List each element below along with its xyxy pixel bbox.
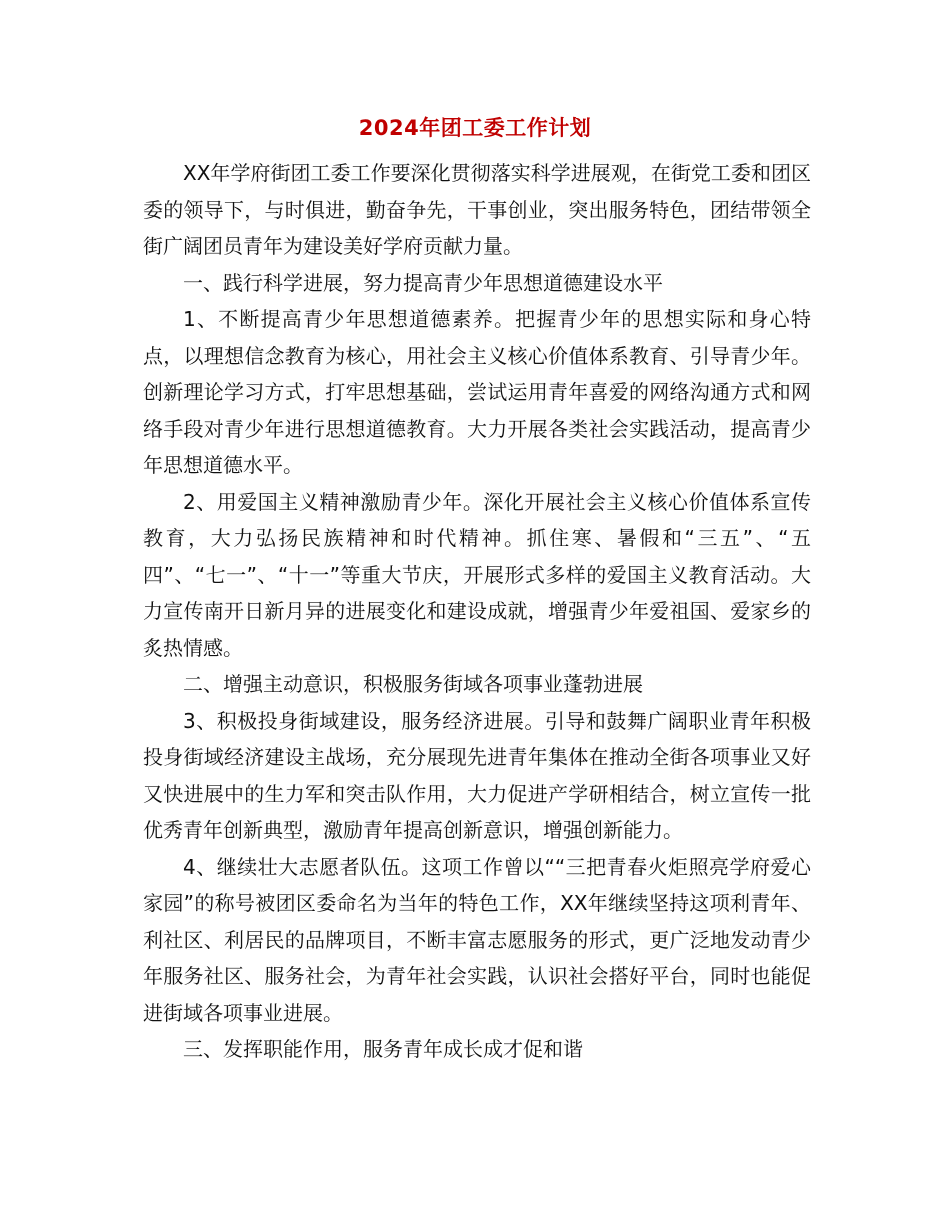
paragraph-item-4: 4、继续壮大志愿者队伍。这项工作曾以““三把青春火炬照亮学府爱心家园”的称号被团区委命名为当年的特色工作，XX年继续坚持这项利青年、利社区、利居民的品牌项目，不断丰富志愿服务的形式，更广泛地发动青少年服务社区、服务社会，为青年社会实践，认识社会搭好平台，同时也能促进街域各项事业进展。 [143, 854, 811, 1025]
paragraph-item-1: 1、不断提高青少年思想道德素养。把握青少年的思想实际和身心特点，以理想信念教育为核心，用社会主义核心价值体系教育、引导青少年。创新理论学习方式，打牢思想基础，尝试运用青年喜爱的网络沟通方式和网络手段对青少年进行思想道德教育。大力开展各类社会实践活动，提高青少年思想道德水平。 [143, 307, 811, 477]
paragraph-item-2: 2、用爱国主义精神激励青少年。深化开展社会主义核心价值体系宣传教育，大力弘扬民族精神和时代精神。抓住寒、暑假和“三五”、“五四”、“七一”、“十一”等重大节庆，开展形式多样的爱国主义教育活动。大力宣传南开日新月异的进展变化和建设成就，增强青少年爱祖国、爱家乡的炙热情感。 [143, 489, 811, 660]
document-body [143, 155, 811, 1068]
section-heading-1: 一、践行科学进展，努力提高青少年思想道德建设水平 [183, 270, 663, 295]
document-title: 2024年团工委工作计划 [358, 116, 592, 140]
intro-paragraph: XX年学府街团工委工作要深化贯彻落实科学进展观，在街党工委和团区委的领导下，与时俱进，勤奋争先，干事创业，突出服务特色，团结带领全街广阔团员青年为建设美好学府贡献力量。 [143, 161, 811, 258]
section-heading-2: 二、增强主动意识，积极服务街域各项事业蓬勃进展 [183, 672, 643, 696]
section-heading-3: 三、发挥职能作用，服务青年成长成才促和谐 [183, 1037, 583, 1061]
paragraph-item-3: 3、积极投身街域建设，服务经济进展。引导和鼓舞广阔职业青年积极投身街域经济建设主战场，充分展现先进青年集体在推动全街各项事业又好又快进展中的生力军和突击队作用，大力促进产学研相结合，树立宣传一批优秀青年创新典型，激励青年提高创新意识，增强创新能力。 [143, 708, 811, 842]
